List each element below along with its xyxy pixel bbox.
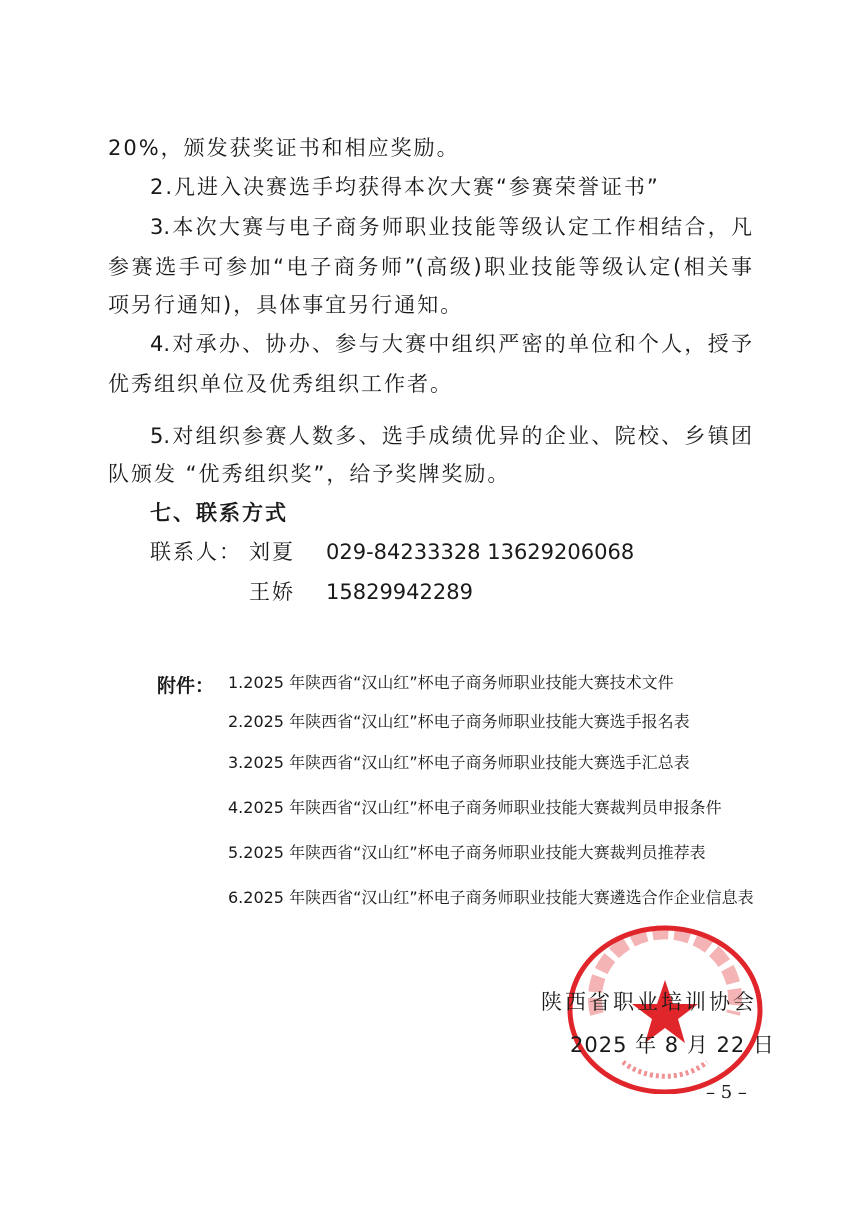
signature-date: 2025 年 8 月 22 日 <box>570 1033 775 1057</box>
body-line: 项另行通知)，具体事宜另行通知。 <box>108 293 464 317</box>
attachment-item: 1.2025 年陕西省“汉山红”杯电子商务师职业技能大赛技术文件 <box>228 673 674 692</box>
attachment-item: 2.2025 年陕西省“汉山红”杯电子商务师职业技能大赛选手报名表 <box>228 712 690 731</box>
contact-name: 刘夏 <box>249 540 295 564</box>
section-heading: 七、联系方式 <box>150 501 288 525</box>
body-line: 2.凡进入决赛选手均获得本次大赛“参赛荣誉证书” <box>150 175 660 199</box>
body-line: 优秀组织单位及优秀组织工作者。 <box>108 372 453 396</box>
body-line: 5.对组织参赛人数多、选手成绩优异的企业、院校、乡镇团 <box>150 424 752 448</box>
attachment-item: 6.2025 年陕西省“汉山红”杯电子商务师职业技能大赛遴选合作企业信息表 <box>228 888 754 907</box>
attachments-label: 附件： <box>157 675 215 697</box>
contact-name: 王娇 <box>249 580 295 604</box>
body-line: 参赛选手可参加“电子商务师”(高级)职业技能等级认定(相关事 <box>108 255 752 279</box>
page-number: – 5 – <box>706 1082 747 1103</box>
contact-label: 联系人： <box>150 540 242 564</box>
contact-phones: 15829942289 <box>326 580 473 604</box>
attachment-item: 3.2025 年陕西省“汉山红”杯电子商务师职业技能大赛选手汇总表 <box>228 753 690 772</box>
signature-organization: 陕西省职业培训协会 <box>541 990 757 1014</box>
body-line: 20%，颁发获奖证书和相应奖励。 <box>108 136 460 160</box>
attachment-item: 4.2025 年陕西省“汉山红”杯电子商务师职业技能大赛裁判员申报条件 <box>228 798 722 817</box>
body-line: 队颁发 “优秀组织奖”，给予奖牌奖励。 <box>108 462 511 486</box>
body-line: 3.本次大赛与电子商务师职业技能等级认定工作相结合，凡 <box>150 215 752 239</box>
body-line: 4.对承办、协办、参与大赛中组织严密的单位和个人，授予 <box>150 332 752 356</box>
attachment-item: 5.2025 年陕西省“汉山红”杯电子商务师职业技能大赛裁判员推荐表 <box>228 843 706 862</box>
contact-phones: 029-84233328 13629206068 <box>326 540 635 564</box>
